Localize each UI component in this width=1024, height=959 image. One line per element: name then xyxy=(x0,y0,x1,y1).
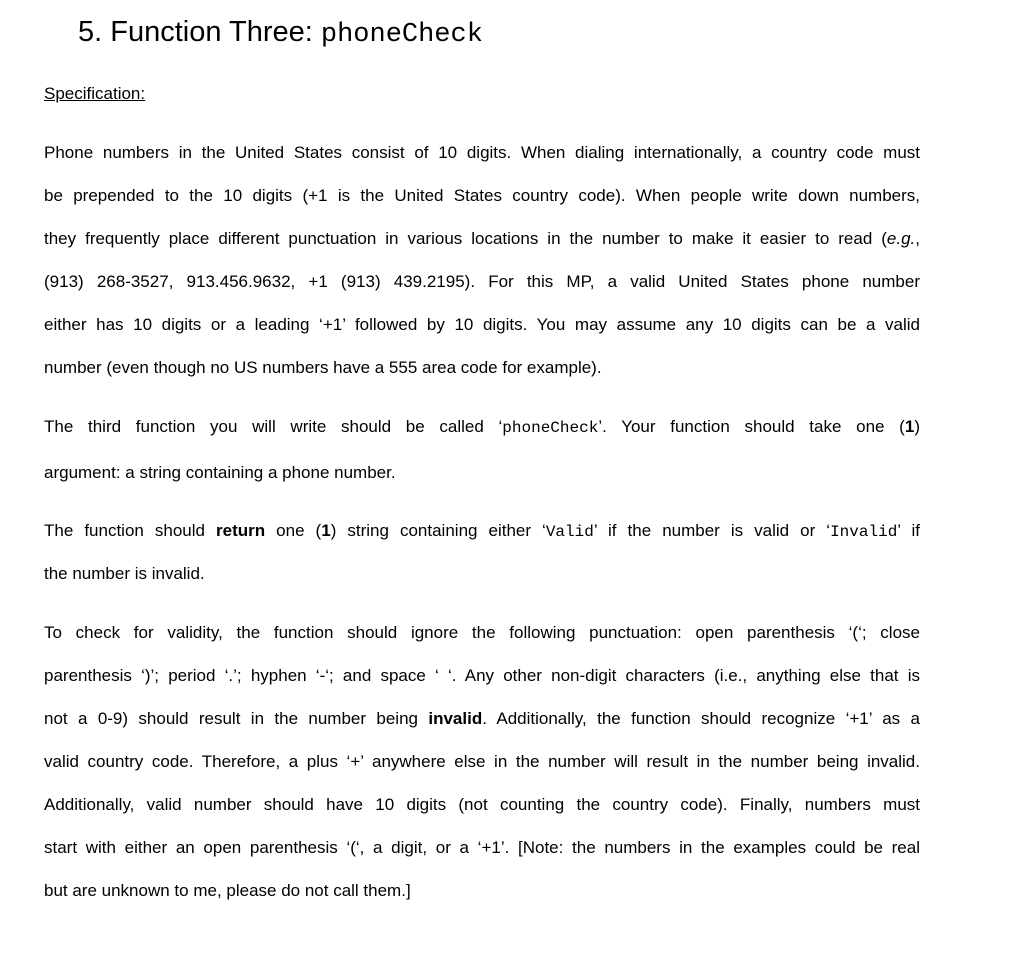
para3-text-e: ’ if xyxy=(897,521,920,540)
section-title-text: 5. Function Three: xyxy=(78,16,313,48)
para3-text-c: ) string containing either ‘ xyxy=(330,521,546,540)
para3-text-a: The function should xyxy=(44,521,217,540)
para4-text-b: . Additionally, the function should recognize ‘+1’ as a xyxy=(482,709,921,728)
phonecheck-code: phoneCheck xyxy=(502,419,599,437)
para2-line-2: argument: a string containing a phone number. xyxy=(44,463,396,482)
para1-line-6: number (even though no US numbers have a 555 area code for example). xyxy=(44,358,602,377)
para3-text-b: one ( xyxy=(265,521,322,540)
para3-line-1 xyxy=(44,520,920,543)
para4-line-2: parenthesis ‘)’; period ‘.’; hyphen ‘-‘; and space ‘ ‘. Any other non-digit characters (i.e., anything else that is xyxy=(44,666,920,685)
return-bold: return xyxy=(216,521,266,540)
para1-line-2: be prepended to the 10 digits (+1 is the United States country code). When people write down numbers, xyxy=(44,186,920,205)
para4-line-6: start with either an open parenthesis ‘(‘, a digit, or a ‘+1’. [Note: the numbers in the examples could be real xyxy=(44,838,920,857)
valid-code: Valid xyxy=(545,523,594,541)
para2-text-a: The third function you will write should be called ‘ xyxy=(44,417,503,436)
para2-text-c: ) xyxy=(914,417,920,436)
section-title xyxy=(78,12,483,55)
para1-line-3-end: , xyxy=(915,229,920,248)
para3-bold-one: 1 xyxy=(321,521,331,540)
para4-line-1: To check for validity, the function should ignore the following punctuation: open parenthesis ‘(‘; close xyxy=(44,623,920,642)
specification-heading: Specification: xyxy=(44,84,146,103)
para3-text-d: ’ if the number is valid or ‘ xyxy=(593,521,831,540)
para4-line-3 xyxy=(44,708,920,730)
invalid-bold: invalid xyxy=(428,709,483,728)
para2-text-b: ’. Your function should take one ( xyxy=(598,417,905,436)
para1-line-4: (913) 268-3527, 913.456.9632, +1 (913) 439.2195). For this MP, a valid United States phone number xyxy=(44,272,920,291)
para2-line-1 xyxy=(44,416,920,439)
para4-line-7: but are unknown to me, please do not call them.] xyxy=(44,881,411,900)
para3-line-2: the number is invalid. xyxy=(44,564,205,583)
eg-italic: e.g. xyxy=(886,229,916,248)
function-name: phoneCheck xyxy=(320,20,483,50)
para1-line-1: Phone numbers in the United States consist of 10 digits. When dialing internationally, a country code must xyxy=(44,143,920,162)
para4-line-4: valid country code. Therefore, a plus ‘+’ anywhere else in the number will result in the number being invalid. xyxy=(44,752,920,771)
para1-line-3 xyxy=(44,228,920,250)
para4-line-5: Additionally, valid number should have 10 digits (not counting the country code). Finally, numbers must xyxy=(44,795,920,814)
para1-line-3-text: they frequently place different punctuation in various locations in the number to make it easier to read ( xyxy=(44,229,887,248)
para2-bold-one: 1 xyxy=(904,417,915,436)
para4-text-a: not a 0-9) should result in the number being xyxy=(44,709,429,728)
invalid-code: Invalid xyxy=(830,523,898,541)
para1-line-5: either has 10 digits or a leading ‘+1’ followed by 10 digits. You may assume any 10 digits can be a valid xyxy=(44,315,920,334)
